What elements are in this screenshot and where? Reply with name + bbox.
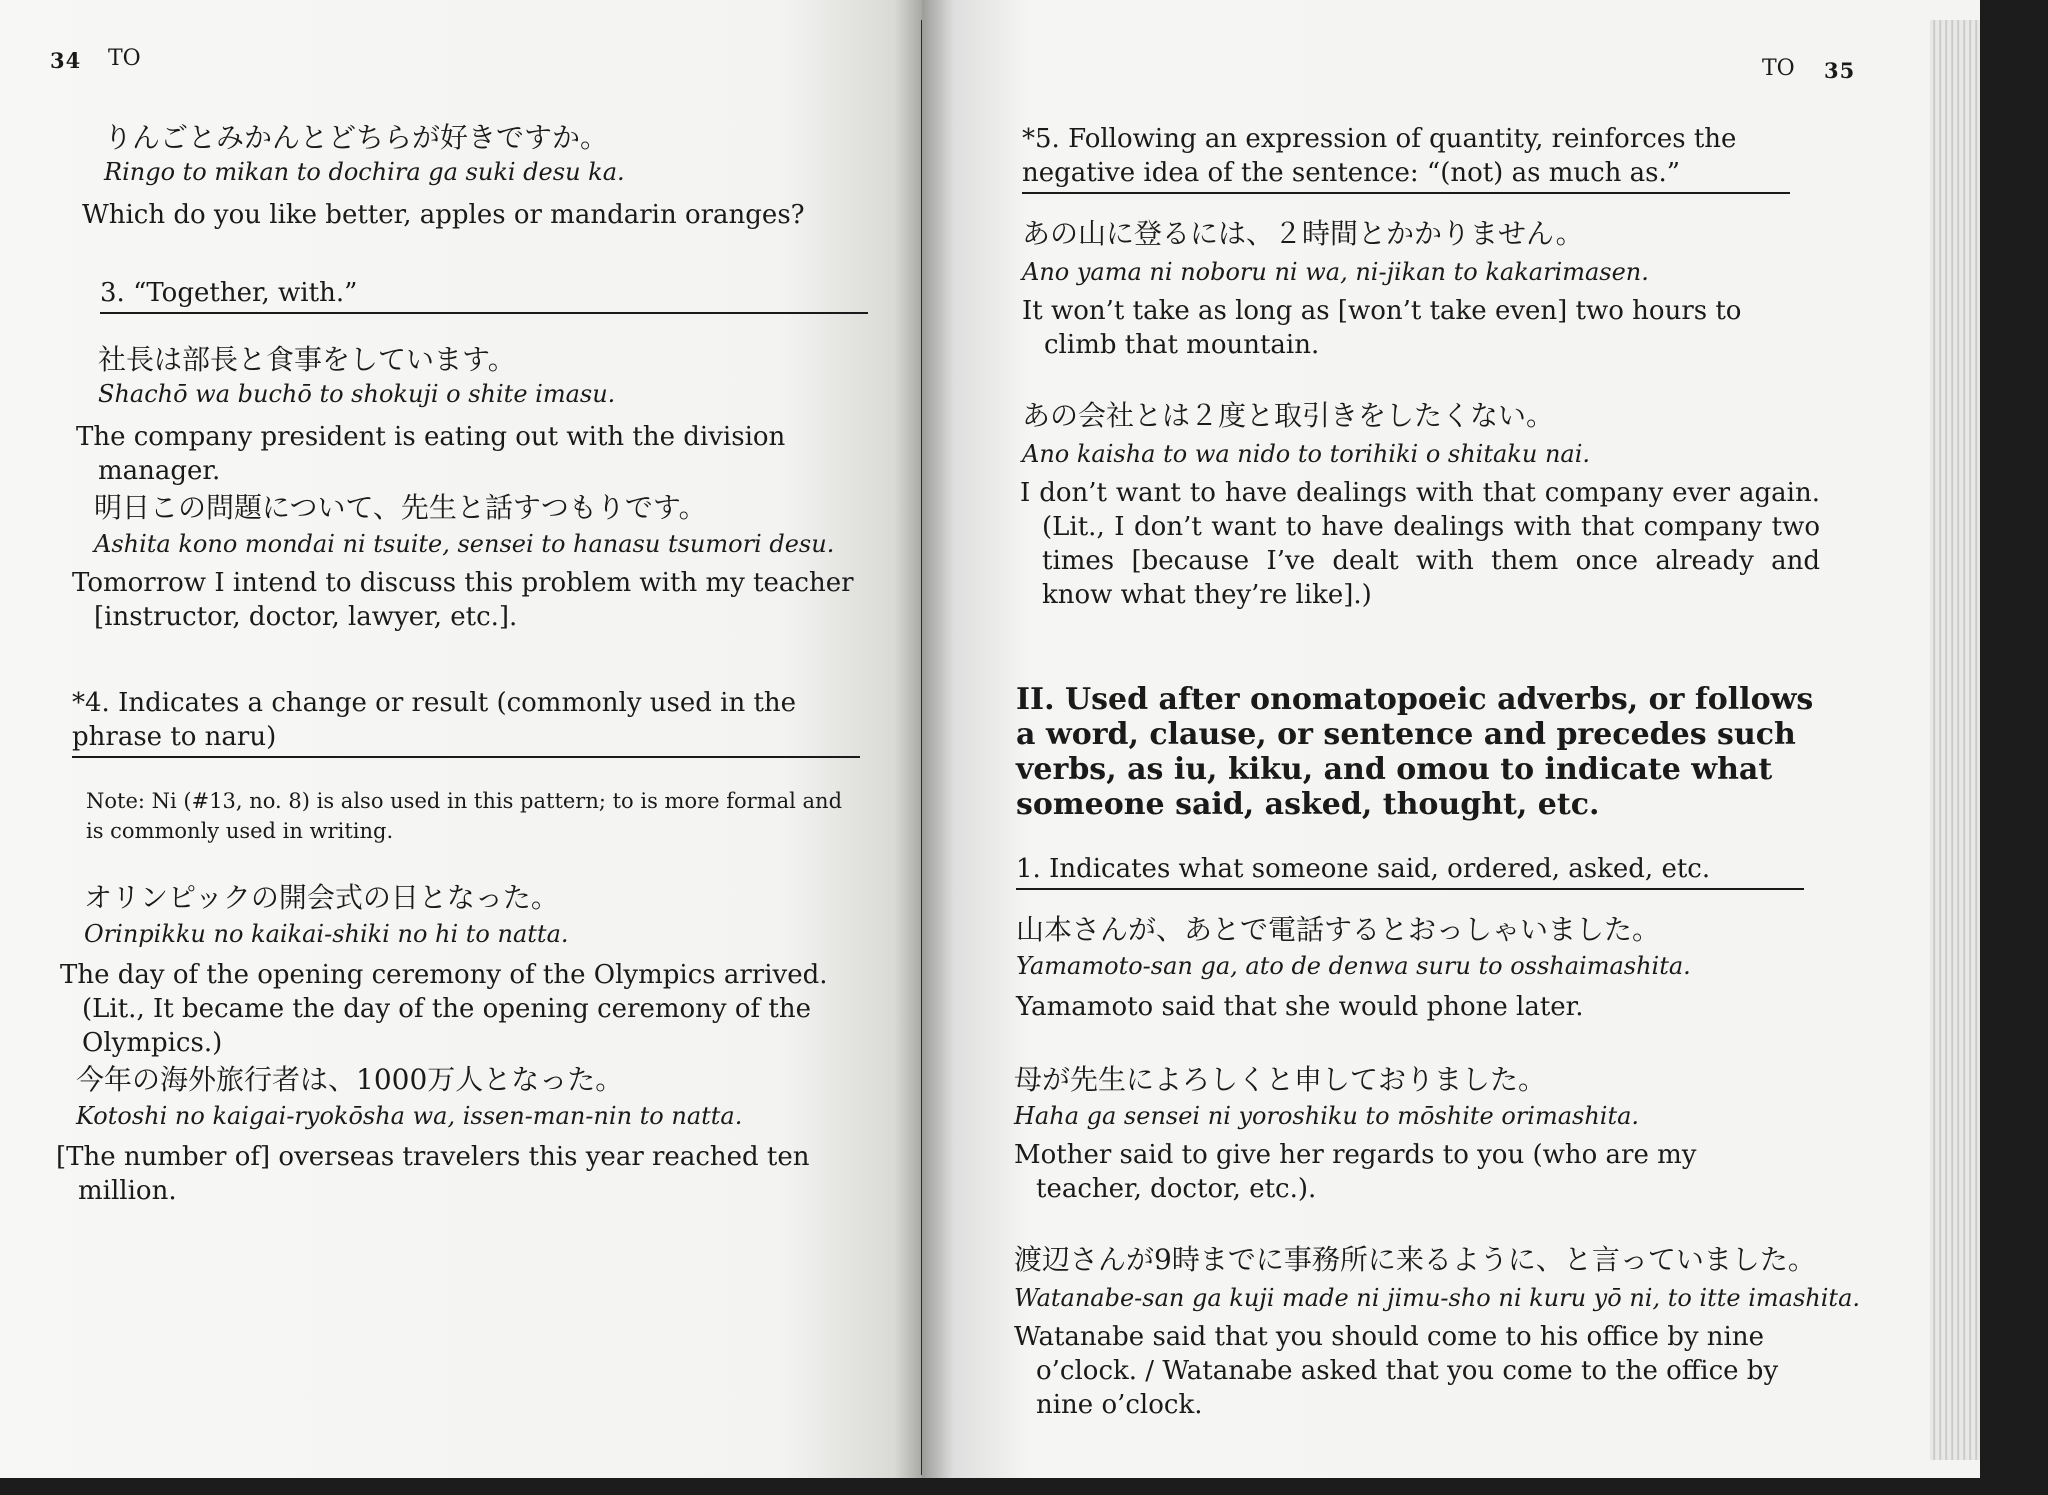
example-olympics-english: The day of the opening ceremony of the Olympics arrived. (Lit., It became the day of the opening ceremony of the Olympics.) bbox=[60, 960, 828, 1058]
example-mountain-japanese: あの山に登るには、２時間とかかりません。 bbox=[1022, 217, 1584, 250]
example-olympics-romaji: Orinpikku no kaikai-shiki no hi to natta. bbox=[84, 920, 569, 948]
example-company-japanese: あの会社とは２度と取引きをしたくない。 bbox=[1022, 399, 1555, 432]
example-teacher-romaji: Ashita kono mondai ni tsuite, sensei to hanasu tsumori desu. bbox=[94, 530, 835, 558]
example-president-japanese: 社長は部長と食事をしています。 bbox=[98, 343, 516, 376]
section-3-heading: 3. “Together, with.” bbox=[100, 276, 868, 314]
example-mountain-english: It won’t take as long as [won’t take even] two hours to climb that mountain. bbox=[1022, 296, 1742, 360]
left-running-head: TO bbox=[108, 46, 141, 71]
example-travelers-japanese: 今年の海外旅行者は、1000万人となった。 bbox=[76, 1063, 624, 1096]
example-watanabe-romaji: Watanabe-san ga kuji made ni jimu-sho ni kuru yō ni, to itte imashita. bbox=[1014, 1284, 1860, 1312]
example-teacher-japanese: 明日この問題について、先生と話すつもりです。 bbox=[94, 491, 707, 524]
example-company-english: I don’t want to have dealings with that company ever again. (Lit., I don’t want to have dealings with that company two times [because I’ve dealt with them once already and know what they’re like].) bbox=[1020, 478, 1820, 610]
example-company-romaji: Ano kaisha to wa nido to torihiki o shitaku nai. bbox=[1022, 440, 1591, 468]
example-mother-romaji: Haha ga sensei ni yoroshiku to mōshite orimashita. bbox=[1014, 1102, 1640, 1130]
example-apple-japanese: りんごとみかんとどちらが好きですか。 bbox=[104, 121, 609, 154]
example-yamamoto-japanese: 山本さんが、あとで電話するとおっしゃいました。 bbox=[1016, 913, 1661, 946]
example-mother-english: Mother said to give her regards to you (who are my teacher, doctor, etc.). bbox=[1014, 1140, 1697, 1204]
example-travelers-english: [The number of] overseas travelers this year reached ten million. bbox=[56, 1142, 810, 1206]
example-president-romaji: Shachō wa buchō to shokuji o shite imasu. bbox=[98, 380, 616, 408]
example-mother-japanese: 母が先生によろしくと申しておりました。 bbox=[1014, 1063, 1547, 1096]
example-watanabe-english: Watanabe said that you should come to his office by nine o’clock. / Watanabe asked that you come to the office by nine o’clock. bbox=[1014, 1322, 1779, 1420]
example-apple-english: Which do you like better, apples or mandarin oranges? bbox=[82, 200, 805, 230]
page-edges bbox=[1930, 20, 1980, 1460]
example-apple-romaji: Ringo to mikan to dochira ga suki desu ka. bbox=[104, 158, 625, 186]
left-page bbox=[0, 0, 922, 1478]
section-5-heading: *5. Following an expression of quantity, reinforces the negative idea of the sentence: “(not) as much as.” bbox=[1022, 122, 1790, 194]
section-1-heading: 1. Indicates what someone said, ordered, asked, etc. bbox=[1016, 852, 1804, 890]
example-olympics-japanese: オリンピックの開会式の日となった。 bbox=[84, 881, 559, 914]
example-yamamoto-romaji: Yamamoto-san ga, ato de denwa suru to osshaimashita. bbox=[1016, 952, 1691, 980]
heading-II: II. Used after onomatopoeic adverbs, or follows a word, clause, or sentence and precedes such verbs, as iu, kiku, and omou to indicate what someone said, asked, thought, etc. bbox=[1016, 682, 1814, 822]
example-travelers-romaji: Kotoshi no kaigai-ryokōsha wa, issen-man-nin to natta. bbox=[76, 1102, 743, 1130]
example-teacher-english: Tomorrow I intend to discuss this problem with my teacher [instructor, doctor, lawyer, etc.]. bbox=[72, 568, 854, 632]
right-running-head: TO bbox=[1762, 56, 1795, 81]
left-page-number: 34 bbox=[50, 48, 82, 73]
example-yamamoto-english: Yamamoto said that she would phone later. bbox=[1016, 992, 1584, 1022]
section-4-heading: *4. Indicates a change or result (commonly used in the phrase to naru) bbox=[72, 686, 860, 758]
right-page-number: 35 bbox=[1824, 58, 1856, 83]
right-page bbox=[922, 0, 1980, 1478]
example-mountain-romaji: Ano yama ni noboru ni wa, ni-jikan to kakarimasen. bbox=[1022, 258, 1649, 286]
example-watanabe-japanese: 渡辺さんが9時までに事務所に来るように、と言っていました。 bbox=[1014, 1243, 1816, 1276]
note-text: Note: Ni (#13, no. 8) is also used in this pattern; to is more formal and is commonly used in writing. bbox=[86, 789, 843, 843]
example-president-english: The company president is eating out with the division manager. bbox=[76, 422, 786, 486]
